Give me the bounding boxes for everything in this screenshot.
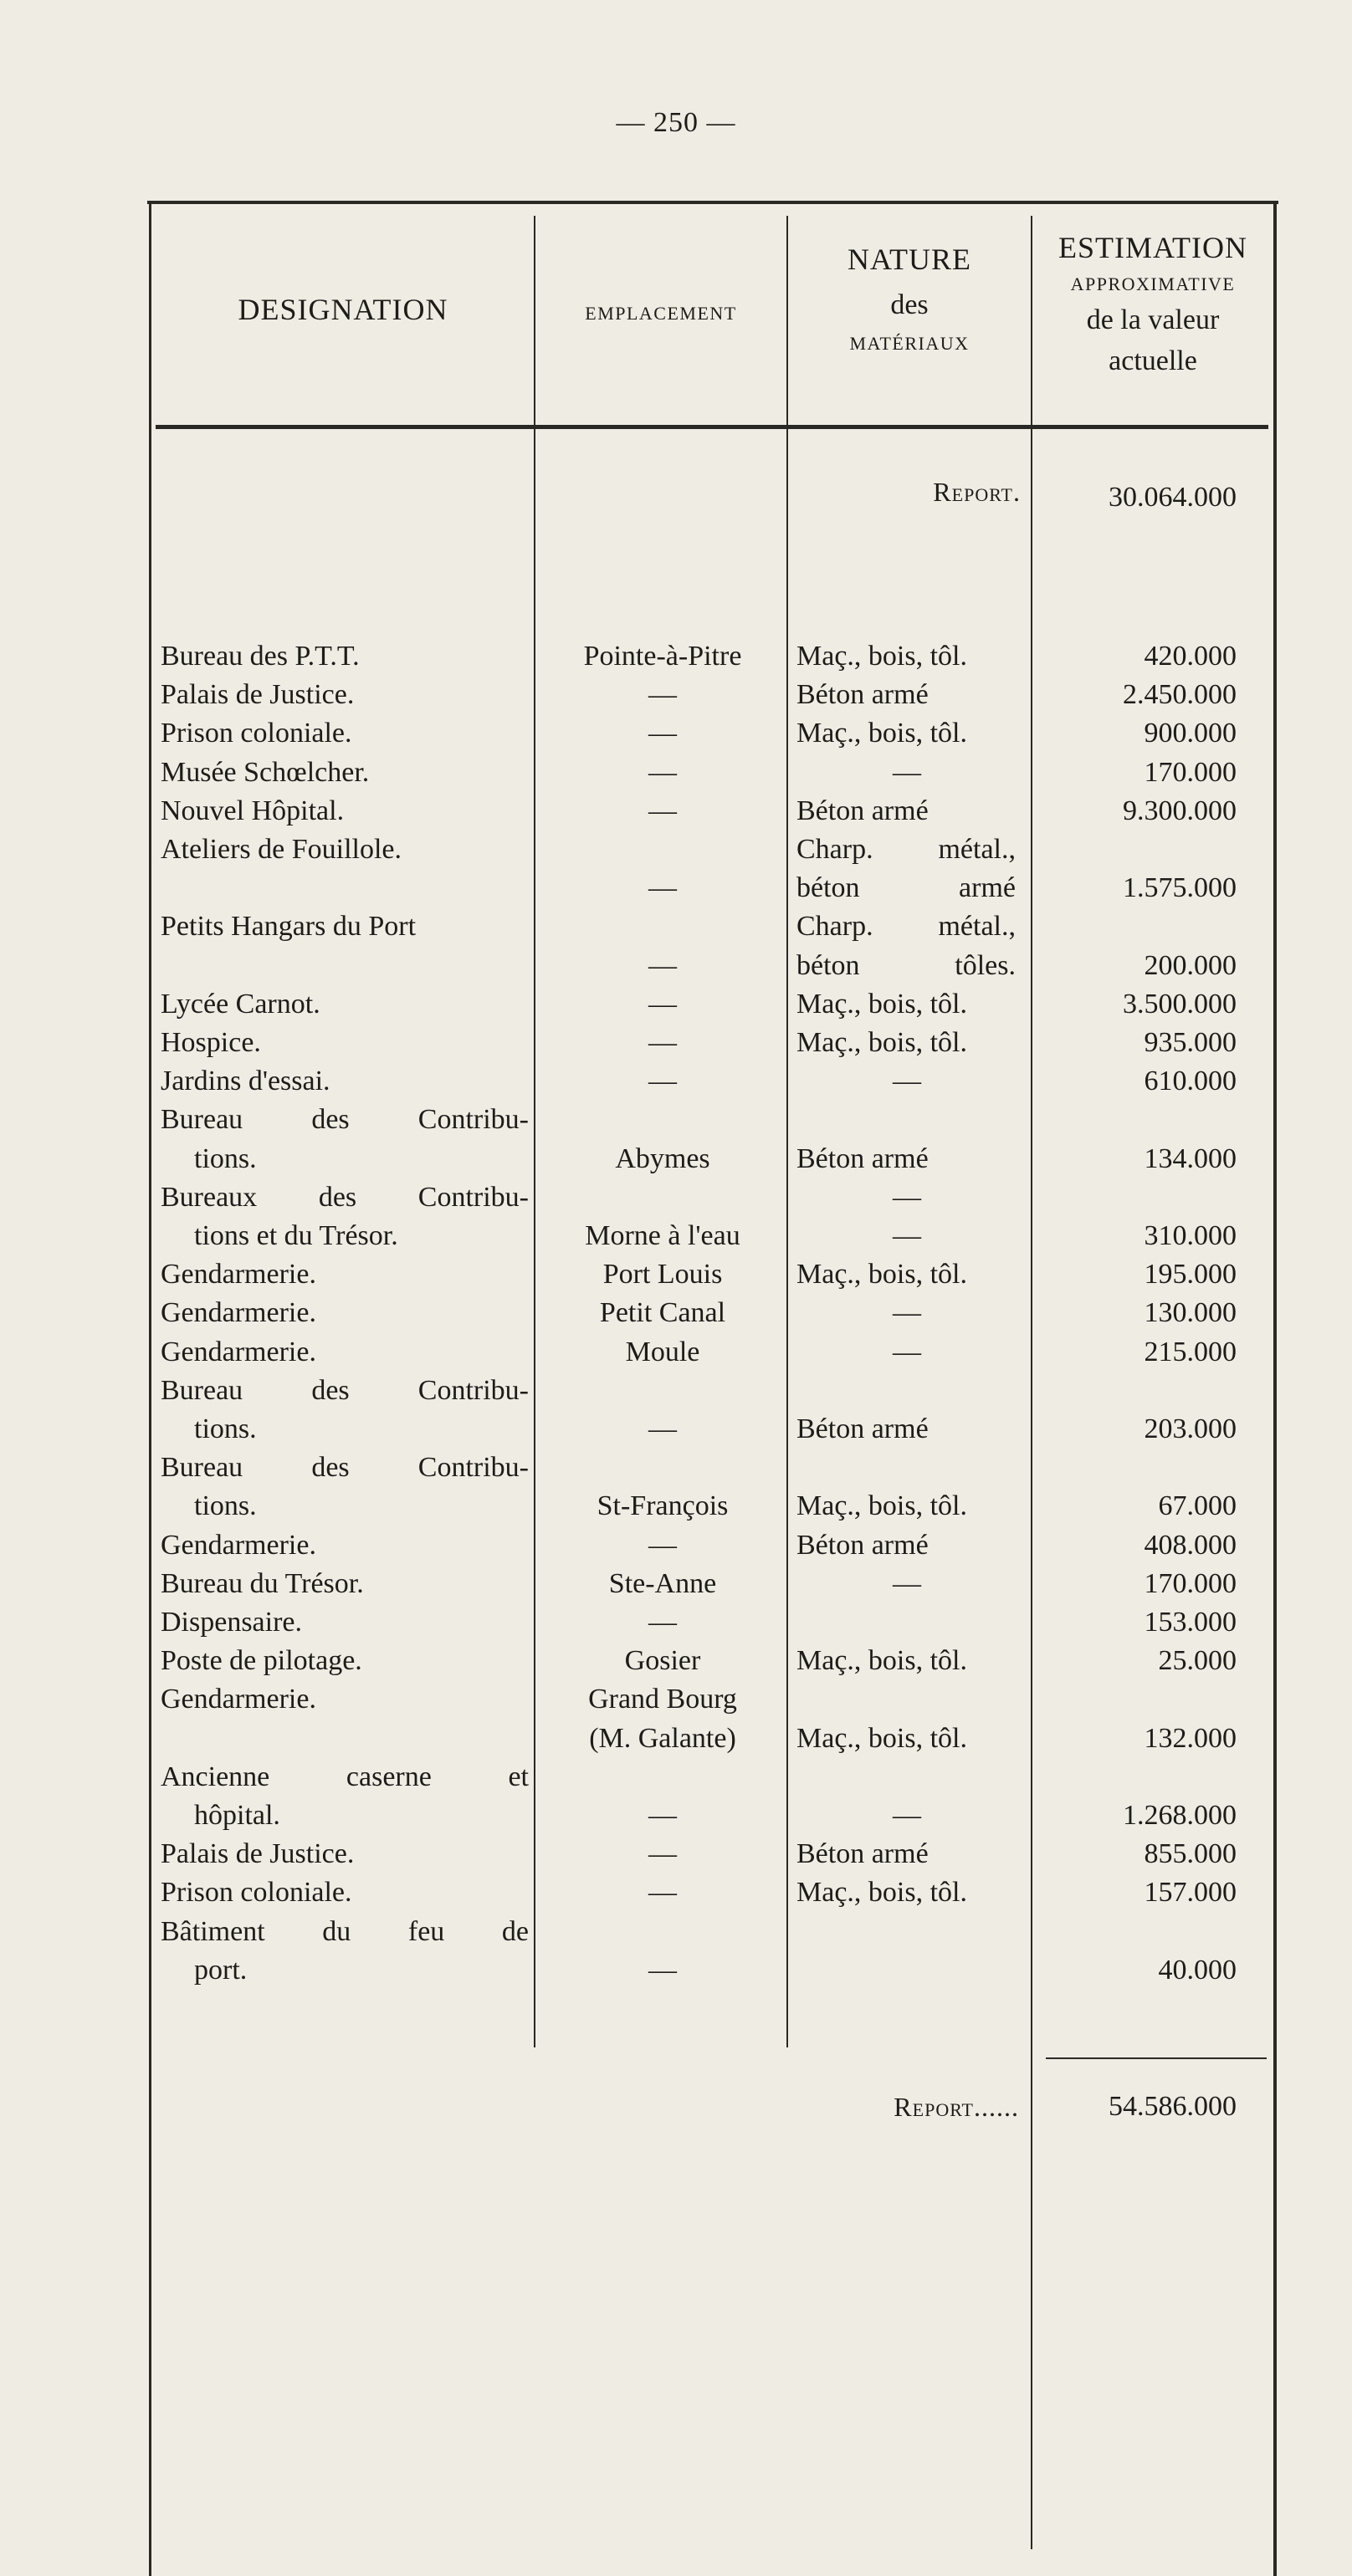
col-divider-3: [1031, 216, 1032, 2549]
designation-cell: tions.: [194, 1413, 257, 1444]
designation-cell: Jardins d'essai.: [161, 1066, 330, 1097]
materials-cell: Maç., bois, tôl.: [796, 718, 967, 749]
materials-cell: —: [893, 1297, 921, 1329]
estimation-cell: 935.000: [1144, 1027, 1237, 1058]
materials-cell: Charp. métal.,: [796, 834, 1016, 865]
header-designation-label: DESIGNATION: [238, 293, 448, 326]
materials-cell: Maç., bois, tôl.: [796, 641, 967, 672]
header-estimation-line1: ESTIMATION: [1058, 231, 1247, 264]
materials-cell: [795, 1951, 1019, 1990]
designation-cell: Prison coloniale.: [161, 718, 352, 749]
materials-cell: —: [893, 1181, 921, 1213]
header-nature: [790, 243, 1029, 355]
estimation-cell: 170.000: [1144, 756, 1237, 788]
emplacement-cell: Morne à l'eau: [585, 1220, 740, 1251]
materials-cell: [795, 1603, 1019, 1642]
materials-cell: —: [893, 1800, 921, 1831]
designation-cell: tions.: [194, 1490, 257, 1522]
header-bottom-rule: [156, 425, 1268, 429]
materials-cell: —: [893, 756, 921, 788]
col-divider-2: [786, 216, 788, 2047]
materials-cell: —: [893, 1567, 921, 1599]
emplacement-cell: —: [648, 1800, 677, 1831]
emplacement-cell: —: [648, 1954, 677, 1986]
emplacement-cell: —: [648, 872, 677, 904]
report-top-label: Report.: [933, 477, 1021, 507]
header-emplacement-label: EMPLACEMENT: [585, 303, 737, 324]
header-nature-line2: des: [890, 289, 929, 321]
designation-cell: Prison coloniale.: [161, 1877, 352, 1909]
header-nature-line3: MATÉRIAUX: [849, 333, 970, 355]
designation-cell: Dispensaire.: [161, 1607, 303, 1638]
materials-cell: Béton armé: [796, 1413, 929, 1444]
header-nature-line1: NATURE: [848, 243, 971, 276]
emplacement-cell: —: [648, 1027, 677, 1058]
designation-cell: Bureau des Contribu-: [161, 1104, 529, 1136]
designation-cell: tions.: [194, 1142, 257, 1174]
designation-cell: port.: [194, 1954, 248, 1986]
estimation-cell: 610.000: [1144, 1066, 1237, 1097]
report-bottom-value: 54.586.000: [1109, 2091, 1237, 2122]
header-estimation-line2: APPROXIMATIVE: [1070, 273, 1236, 295]
report-bottom-label: Report......: [894, 2092, 1019, 2122]
emplacement-cell: —: [648, 949, 677, 981]
designation-cell: Gendarmerie.: [161, 1259, 316, 1291]
estimation-cell: 130.000: [1144, 1297, 1237, 1329]
emplacement-cell: —: [648, 679, 677, 711]
estimation-cell: 170.000: [1144, 1567, 1237, 1599]
estimation-cell: 25.000: [1158, 1645, 1237, 1677]
designation-cell: Gendarmerie.: [161, 1684, 316, 1715]
designation-cell: Petits Hangars du Port: [161, 911, 417, 943]
materials-cell: Maç., bois, tôl.: [796, 1645, 967, 1677]
designation-cell: Bureau du Trésor.: [161, 1567, 364, 1599]
table-left-border: [149, 201, 151, 2576]
estimation-cell: 1.268.000: [1123, 1800, 1237, 1831]
header-estimation-line4: actuelle: [1109, 345, 1197, 376]
emplacement-cell: (M. Galante): [589, 1722, 736, 1754]
emplacement-cell: —: [648, 1877, 677, 1909]
designation-cell: Ancienne caserne et: [161, 1761, 529, 1792]
materials-cell: Maç., bois, tôl.: [796, 988, 967, 1020]
emplacement-cell: Port Louis: [602, 1259, 723, 1291]
materials-cell: Béton armé: [796, 1142, 929, 1174]
header-estimation: [1034, 231, 1272, 377]
designation-cell: Gendarmerie.: [161, 1297, 316, 1329]
estimation-cell: 3.500.000: [1123, 988, 1237, 1020]
emplacement-cell: —: [648, 795, 677, 826]
designation-cell: Poste de pilotage.: [161, 1645, 362, 1677]
designation-cell: Bâtiment du feu de: [161, 1915, 529, 1947]
emplacement-cell: Abymes: [615, 1142, 710, 1174]
materials-cell: Maç., bois, tôl.: [796, 1490, 967, 1522]
designation-cell: Bureau des P.T.T.: [161, 641, 360, 672]
materials-cell: Béton armé: [796, 1838, 929, 1870]
emplacement-cell: —: [648, 988, 677, 1020]
estimation-cell: 203.000: [1144, 1413, 1237, 1444]
estimation-cell: 855.000: [1144, 1838, 1237, 1870]
designation-cell: Palais de Justice.: [161, 679, 355, 711]
materials-cell: —: [893, 1066, 921, 1097]
estimation-cell: 2.450.000: [1123, 679, 1237, 711]
estimation-cell: 195.000: [1144, 1259, 1237, 1291]
estimation-cell: 40.000: [1158, 1954, 1237, 1986]
estimation-cell: 408.000: [1144, 1529, 1237, 1561]
estimation-cell: 67.000: [1158, 1490, 1237, 1522]
estimation-cell: 153.000: [1144, 1607, 1237, 1638]
designation-cell: Hospice.: [161, 1027, 261, 1058]
page-number: — 250 —: [616, 107, 736, 138]
table-top-rule: [147, 201, 1278, 204]
designation-cell: Gendarmerie.: [161, 1336, 316, 1367]
estimation-cell: 132.000: [1144, 1722, 1237, 1754]
designation-cell: hôpital.: [194, 1800, 280, 1831]
emplacement-cell: —: [648, 1529, 677, 1561]
estimation-cell: 900.000: [1144, 718, 1237, 749]
emplacement-cell: St-François: [597, 1490, 729, 1522]
emplacement-cell: Pointe-à-Pitre: [583, 641, 742, 672]
estimation-cell: 215.000: [1144, 1336, 1237, 1367]
estimation-cell: 420.000: [1144, 641, 1237, 672]
report-top-value: 30.064.000: [1109, 482, 1237, 513]
col-divider-1: [534, 216, 535, 2047]
estimation-cell: 134.000: [1144, 1142, 1237, 1174]
designation-cell: Palais de Justice.: [161, 1838, 355, 1870]
emplacement-cell: Ste-Anne: [608, 1567, 717, 1599]
designation-cell: Bureau des Contribu-: [161, 1374, 529, 1406]
materials-cell: —: [893, 1220, 921, 1251]
materials-cell: Charp. métal.,: [796, 911, 1016, 943]
emplacement-cell: Moule: [625, 1336, 700, 1367]
materials-cell: Maç., bois, tôl.: [796, 1722, 967, 1754]
materials-cell: Maç., bois, tôl.: [796, 1877, 967, 1909]
emplacement-cell: —: [648, 1413, 677, 1444]
emplacement-cell: —: [648, 1838, 677, 1870]
materials-cell: Béton armé: [796, 1529, 929, 1561]
materials-cell: béton armé: [796, 872, 1016, 904]
materials-cell: —: [893, 1336, 921, 1367]
materials-cell: Maç., bois, tôl.: [796, 1259, 967, 1291]
materials-cell: Béton armé: [796, 795, 929, 826]
designation-cell: tions et du Trésor.: [194, 1220, 398, 1251]
total-rule: [1046, 2057, 1267, 2059]
estimation-cell: 9.300.000: [1123, 795, 1237, 826]
estimation-cell: 1.575.000: [1123, 872, 1237, 904]
materials-cell: Maç., bois, tôl.: [796, 1027, 967, 1058]
emplacement-cell: Grand Bourg: [588, 1684, 737, 1715]
emplacement-cell: —: [648, 1066, 677, 1097]
materials-cell: Béton armé: [796, 679, 929, 711]
emplacement-cell: —: [648, 1607, 677, 1638]
designation-cell: Bureaux des Contribu-: [161, 1181, 529, 1213]
designation-cell: Lycée Carnot.: [161, 988, 320, 1020]
designation-cell: Bureau des Contribu-: [161, 1452, 529, 1484]
emplacement-cell: —: [648, 718, 677, 749]
designation-cell: Musée Schœlcher.: [161, 756, 370, 788]
table-right-border: [1273, 201, 1277, 2576]
materials-cell: béton tôles.: [796, 949, 1016, 981]
header-emplacement: [537, 303, 785, 324]
estimation-cell: 157.000: [1144, 1877, 1237, 1909]
estimation-cell: 200.000: [1144, 949, 1237, 981]
header-estimation-line3: de la valeur: [1086, 304, 1220, 335]
designation-cell: Ateliers de Fouillole.: [161, 834, 402, 865]
designation-cell: Gendarmerie.: [161, 1529, 316, 1561]
emplacement-cell: Gosier: [624, 1645, 701, 1677]
designation-cell: Nouvel Hôpital.: [161, 795, 345, 826]
emplacement-cell: Petit Canal: [599, 1297, 726, 1329]
estimation-cell: 310.000: [1144, 1220, 1237, 1251]
emplacement-cell: —: [648, 756, 677, 788]
header-designation: [154, 293, 532, 327]
